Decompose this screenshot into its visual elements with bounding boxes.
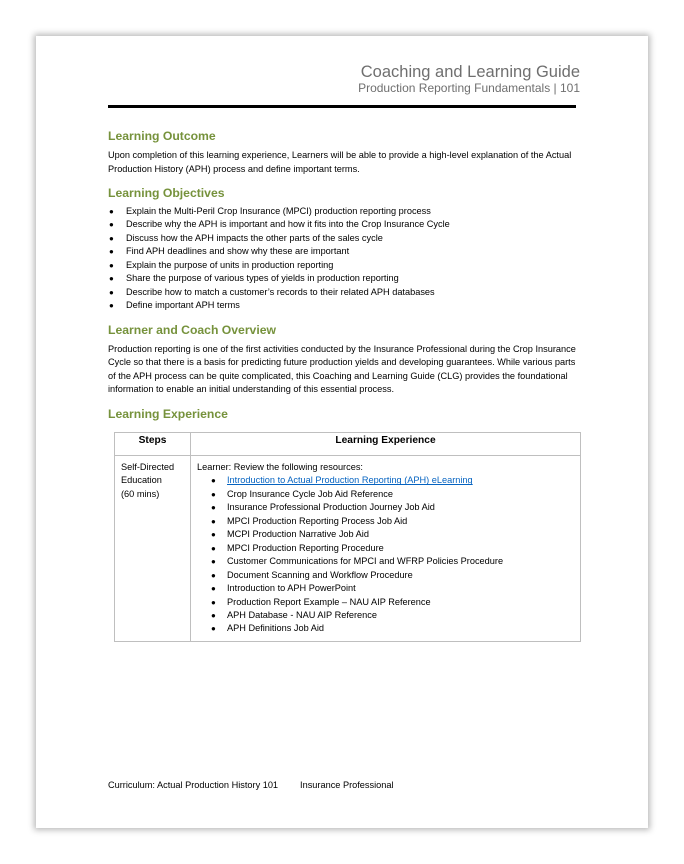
list-item: ● Crop Insurance Cycle Job Aid Reference	[197, 488, 575, 501]
document-page	[36, 36, 648, 828]
list-item: ● Production Report Example – NAU AIP Reference	[197, 596, 575, 609]
header-divider	[108, 105, 576, 108]
main-content	[108, 128, 580, 422]
experience-column-header: Learning Experience	[191, 433, 581, 456]
objective-item: ● Describe how to match a customer’s records to their related APH databases	[108, 286, 580, 299]
objective-item: ● Describe why the APH is important and how it fits into the Crop Insurance Cycle	[108, 218, 580, 231]
footer-curriculum: Curriculum: Actual Production History 101	[108, 780, 279, 790]
bullet-icon: ●	[211, 610, 216, 620]
list-item: ● Customer Communications for MPCI and WFRP Policies Procedure	[197, 555, 575, 568]
list-item	[197, 474, 575, 487]
objective-item: ● Find APH deadlines and show why these are important	[108, 245, 580, 258]
objectives-list	[108, 205, 580, 313]
bullet-icon: ●	[211, 557, 216, 567]
objective-item: ● Discuss how the APH impacts the other parts of the sales cycle	[108, 232, 580, 245]
bullet-icon: ●	[211, 584, 216, 594]
learning-experience-table	[114, 432, 581, 642]
bullet-icon: ●	[211, 570, 216, 580]
bullet-icon: ●	[109, 207, 114, 216]
step-cell	[115, 456, 191, 642]
experience-cell	[191, 456, 581, 642]
table-row	[115, 456, 581, 642]
bullet-icon: ●	[211, 543, 216, 553]
bullet-icon: ●	[109, 287, 114, 297]
guide-title: Coaching and Learning Guide	[360, 63, 580, 81]
bullet-icon: ●	[211, 624, 216, 634]
guide-subtitle: Production Reporting Fundamentals | 101	[358, 81, 580, 95]
learning-objectives-heading: Learning Objectives	[108, 186, 225, 200]
bullet-icon: ●	[211, 489, 216, 499]
objective-item: ● Explain the Multi-Peril Crop Insurance (MPCI) production reporting process	[108, 205, 580, 218]
bullet-icon: ●	[109, 233, 114, 243]
objective-item: ● Define important APH terms	[108, 299, 580, 312]
list-item: ● MPCI Production Reporting Process Job Aid	[197, 515, 575, 528]
step-line: Education	[121, 475, 162, 486]
steps-column-header: Steps	[115, 433, 191, 456]
overview-heading: Learner and Coach Overview	[108, 322, 276, 337]
objective-item: ● Share the purpose of various types of yields in production reporting	[108, 272, 580, 285]
list-item: ● APH Database - NAU AIP Reference	[197, 609, 575, 622]
bullet-icon: ●	[211, 476, 216, 486]
bullet-icon: ●	[211, 516, 216, 526]
bullet-icon: ●	[211, 530, 216, 540]
objective-item: ● Explain the purpose of units in production reporting	[108, 259, 580, 272]
learning-outcome-text: Upon completion of this learning experience, Learners will be able to provide a high-level explanation of the Actual Production History (APH) process and define important terms.	[108, 150, 572, 174]
table-header-row	[115, 433, 581, 456]
footer-role: Insurance Professional	[300, 780, 394, 790]
bullet-icon: ●	[211, 503, 216, 513]
list-item: ● MPCI Production Reporting Procedure	[197, 542, 575, 555]
bullet-icon: ●	[211, 597, 216, 607]
list-item: ● Document Scanning and Workflow Procedure	[197, 569, 575, 582]
overview-text: Production reporting is one of the first activities conducted by the Insurance Professional during the Crop Insurance Cycle so that there is a basis for predicting future production yields and developing guarantees. While various parts of the APH process can be quite complicated, this Coaching and Learning Guide (CLG) provides the foundational information to enable an initial understanding of this essential process.	[108, 343, 576, 395]
list-item: ● Insurance Professional Production Journey Job Aid	[197, 501, 575, 514]
page-footer	[108, 780, 394, 790]
list-item: ● MCPI Production Narrative Job Aid	[197, 528, 575, 541]
learning-outcome-heading: Learning Outcome	[108, 129, 216, 143]
bullet-icon: ●	[109, 260, 114, 270]
bullet-icon: ●	[109, 220, 114, 230]
bullet-icon: ●	[109, 274, 114, 284]
resources-intro: Learner: Review the following resources:	[197, 462, 363, 472]
bullet-icon: ●	[109, 247, 114, 257]
resources-list	[197, 474, 575, 635]
list-item: ● Introduction to APH PowerPoint	[197, 582, 575, 595]
aph-elearning-link[interactable]: Introduction to Actual Production Reporting (APH) eLearning	[227, 475, 473, 486]
step-line: (60 mins)	[121, 488, 160, 499]
bullet-icon: ●	[109, 301, 114, 311]
learning-experience-heading: Learning Experience	[108, 406, 228, 421]
step-line: Self-Directed	[121, 462, 175, 472]
list-item: ● APH Definitions Job Aid	[197, 622, 575, 635]
